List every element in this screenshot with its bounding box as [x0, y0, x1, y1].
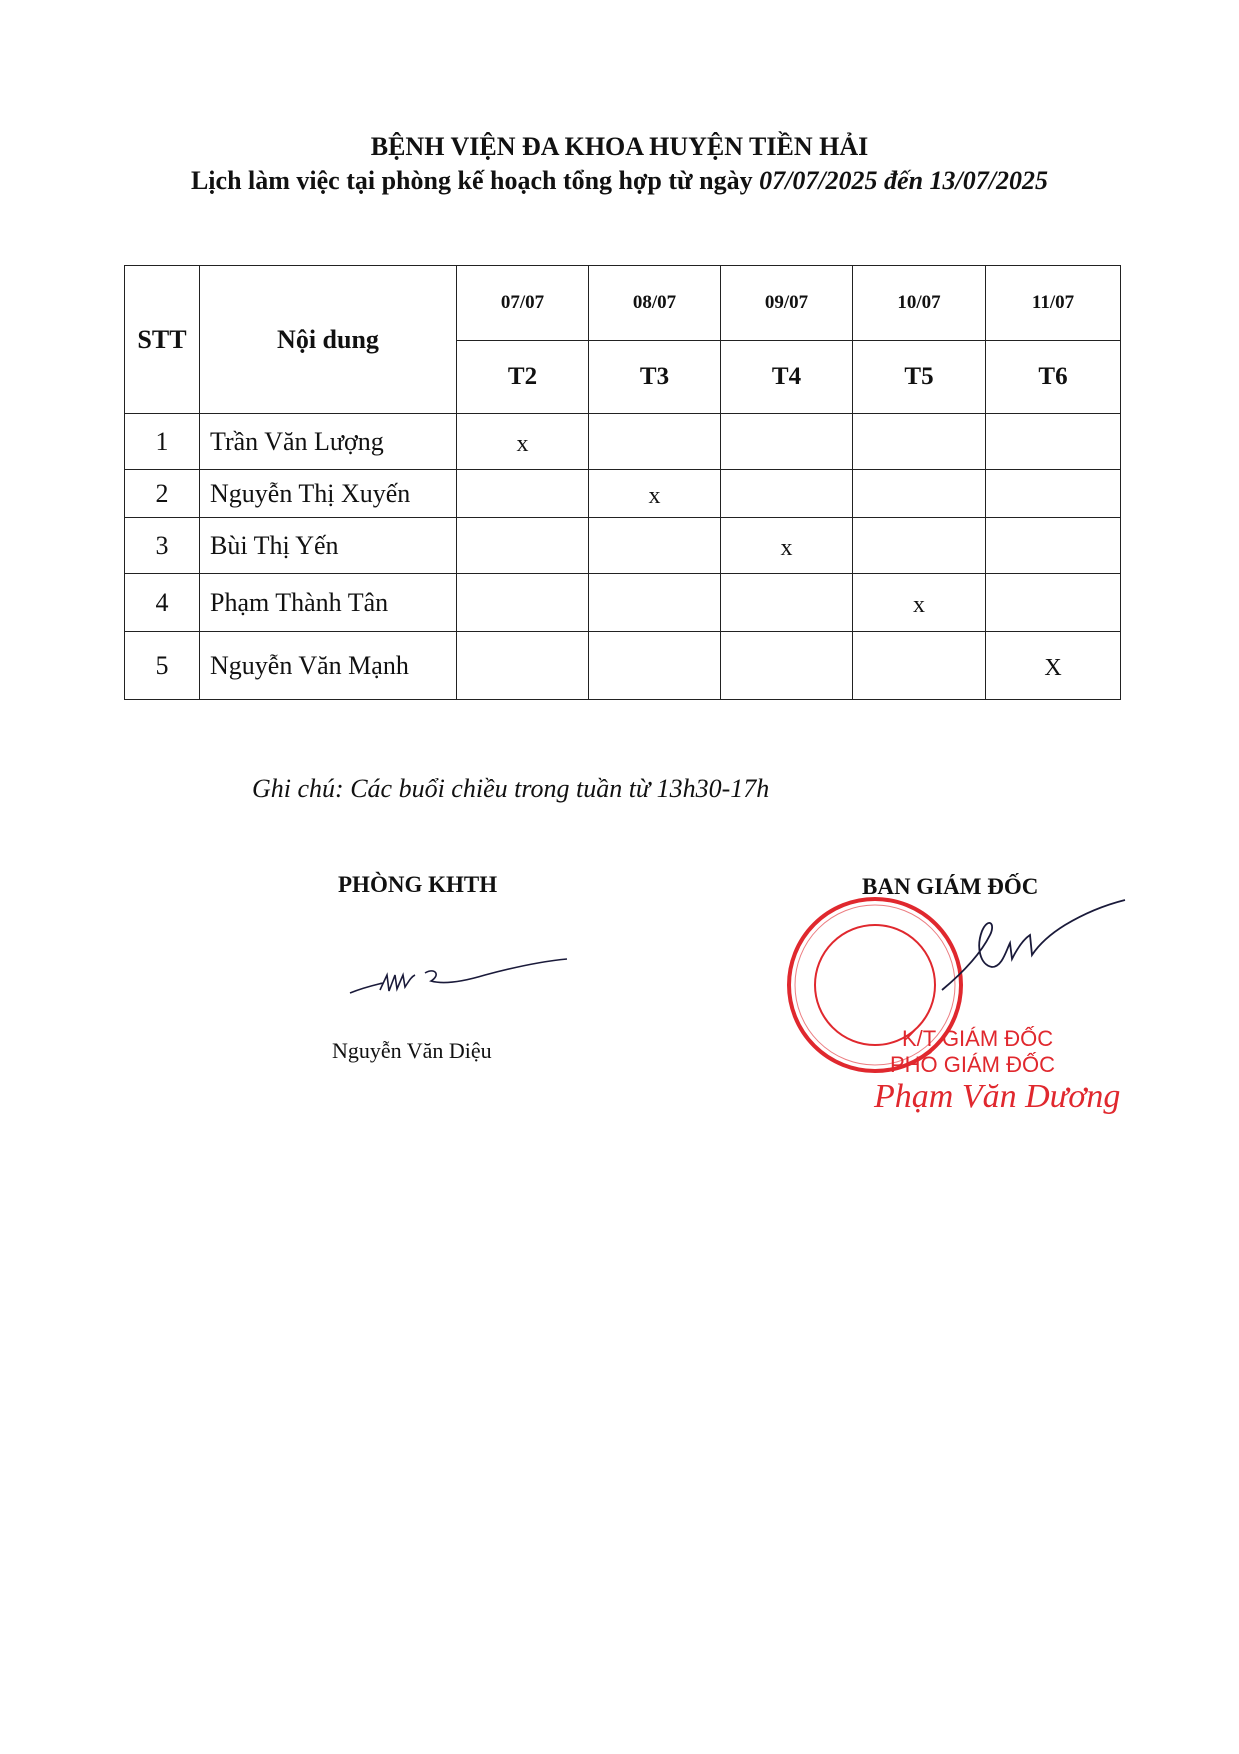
table-row	[125, 518, 1121, 574]
stamp-title-line1: K/T GIÁM ĐỐC	[902, 1026, 1054, 1051]
subtitle-text: Lịch làm việc tại phòng kế hoạch tổng hợp từ ngày	[190, 166, 760, 195]
stamp-signer-name: Phạm Văn Dương	[874, 1078, 1121, 1115]
header-day: T5	[853, 341, 986, 414]
schedule-note: Ghi chú: Các buổi chiều trong tuần từ 13h30-17h	[252, 774, 770, 803]
row-mark	[457, 632, 589, 700]
header-date: 08/07	[589, 266, 721, 341]
hospital-title: BỆNH VIỆN ĐA KHOA HUYỆN TIỀN HẢI	[370, 132, 869, 161]
row-mark	[589, 414, 721, 470]
row-mark	[853, 632, 986, 700]
row-mark	[853, 518, 986, 574]
header-date: 11/07	[986, 266, 1121, 341]
row-mark	[589, 632, 721, 700]
subtitle-date-range: 07/07/2025 đến 13/07/2025	[759, 166, 1049, 195]
row-stt: 1	[125, 414, 200, 470]
right-handwritten-signature	[940, 895, 1130, 1005]
row-mark	[457, 470, 589, 518]
row-mark	[986, 574, 1121, 632]
row-mark	[457, 518, 589, 574]
table-row	[125, 632, 1121, 700]
row-mark: x	[853, 574, 986, 632]
header-day: T3	[589, 341, 721, 414]
header-day: T4	[721, 341, 853, 414]
table-row	[125, 414, 1121, 470]
left-signature-title: PHÒNG KHTH	[338, 872, 498, 897]
row-stt: 4	[125, 574, 200, 632]
row-name: Nguyễn Văn Mạnh	[200, 632, 457, 700]
row-mark	[986, 518, 1121, 574]
row-mark: x	[457, 414, 589, 470]
schedule-subtitle	[0, 166, 1239, 196]
row-name: Trần Văn Lượng	[200, 414, 457, 470]
row-mark	[853, 414, 986, 470]
row-mark: X	[986, 632, 1121, 700]
table-row	[125, 574, 1121, 632]
table-row	[125, 470, 1121, 518]
row-mark	[457, 574, 589, 632]
row-mark	[589, 518, 721, 574]
header-content: Nội dung	[200, 266, 457, 414]
row-mark	[853, 470, 986, 518]
row-mark	[589, 574, 721, 632]
header-day: T6	[986, 341, 1121, 414]
row-stt: 2	[125, 470, 200, 518]
row-mark	[721, 574, 853, 632]
row-name: Bùi Thị Yến	[200, 518, 457, 574]
row-mark	[721, 632, 853, 700]
right-signature-title: BAN GIÁM ĐỐC	[862, 874, 1039, 899]
row-name: Phạm Thành Tân	[200, 574, 457, 632]
left-signer-name: Nguyễn Văn Diệu	[332, 1038, 492, 1063]
row-mark	[721, 414, 853, 470]
row-stt: 5	[125, 632, 200, 700]
left-handwritten-signature	[345, 945, 575, 1005]
row-mark: x	[721, 518, 853, 574]
row-mark	[721, 470, 853, 518]
header-date: 07/07	[457, 266, 589, 341]
row-mark: x	[589, 470, 721, 518]
stamp-title-line2: PHÓ GIÁM ĐỐC	[890, 1052, 1056, 1077]
row-name: Nguyễn Thị Xuyến	[200, 470, 457, 518]
row-mark	[986, 414, 1121, 470]
row-mark	[986, 470, 1121, 518]
header-day: T2	[457, 341, 589, 414]
header-date: 10/07	[853, 266, 986, 341]
schedule-table	[124, 265, 1121, 700]
row-stt: 3	[125, 518, 200, 574]
header-stt: STT	[125, 266, 200, 414]
header-date: 09/07	[721, 266, 853, 341]
